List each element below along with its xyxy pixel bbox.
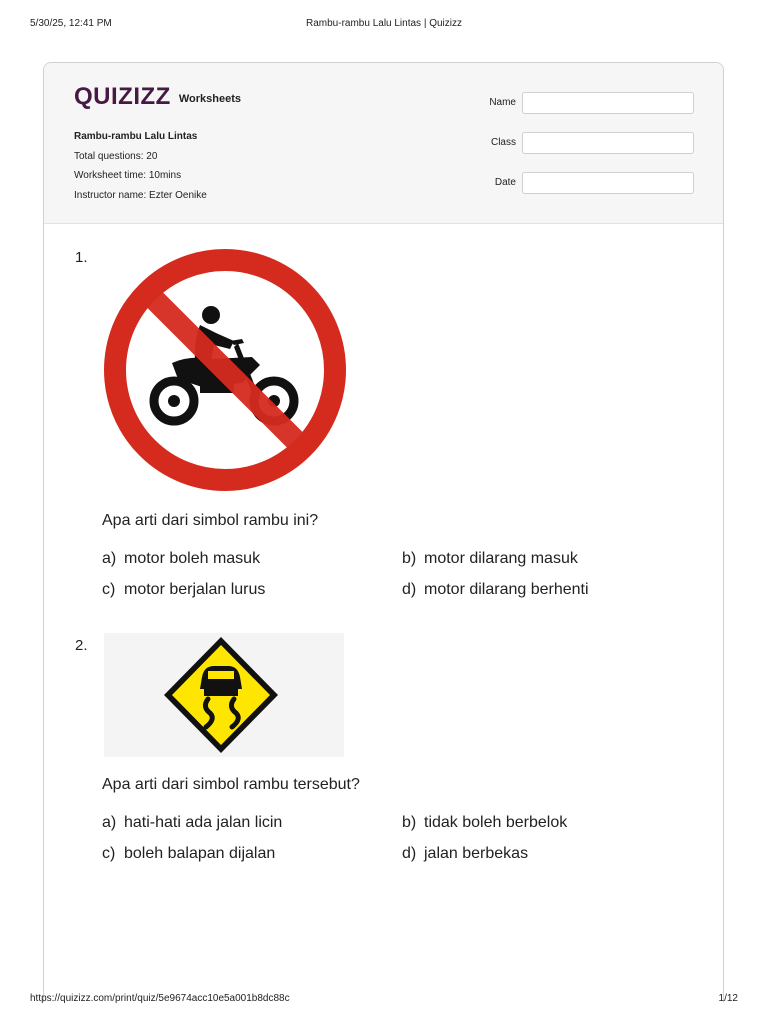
option-b[interactable] bbox=[402, 814, 567, 832]
class-field-row bbox=[474, 132, 696, 156]
option-c[interactable] bbox=[102, 845, 275, 863]
instructor-name: Instructor name: Ezter Oenike bbox=[74, 189, 207, 201]
print-page-number: 1/12 bbox=[718, 993, 738, 1004]
option-d[interactable] bbox=[402, 845, 528, 863]
option-letter: d) bbox=[402, 845, 417, 862]
option-text: motor dilarang masuk bbox=[424, 550, 578, 567]
question-number: 2. bbox=[75, 637, 88, 654]
date-field-row bbox=[474, 172, 696, 196]
print-url: https://quizizz.com/print/quiz/5e9674acc10e5a001b8dc88c bbox=[30, 993, 290, 1004]
date-field[interactable] bbox=[522, 172, 694, 194]
question-number: 1. bbox=[75, 249, 88, 266]
option-text: motor dilarang berhenti bbox=[424, 581, 589, 598]
option-text: hati-hati ada jalan licin bbox=[124, 814, 283, 831]
print-page-title: Rambu-rambu Lalu Lintas | Quizizz bbox=[306, 18, 462, 29]
total-questions: Total questions: 20 bbox=[74, 150, 158, 162]
option-letter: c) bbox=[102, 845, 116, 862]
name-field-row bbox=[474, 92, 696, 116]
no-motorcycle-sign-icon bbox=[102, 245, 348, 495]
print-datetime: 5/30/25, 12:41 PM bbox=[30, 18, 112, 29]
worksheet-card bbox=[43, 62, 724, 1002]
print-footer bbox=[30, 993, 738, 1007]
option-letter: c) bbox=[102, 581, 116, 598]
worksheet-time: Worksheet time: 10mins bbox=[74, 170, 182, 181]
class-label: Class bbox=[490, 137, 516, 148]
option-text: tidak boleh berbelok bbox=[424, 814, 568, 831]
worksheet-title: Rambu-rambu Lalu Lintas bbox=[74, 131, 198, 142]
option-d[interactable] bbox=[402, 581, 589, 599]
option-text: motor boleh masuk bbox=[124, 550, 261, 567]
option-a[interactable] bbox=[102, 550, 260, 568]
slippery-road-sign-icon bbox=[104, 633, 344, 757]
date-label: Date bbox=[494, 177, 516, 188]
option-text: jalan berbekas bbox=[424, 845, 529, 862]
name-label: Name bbox=[489, 97, 516, 108]
print-header bbox=[30, 18, 738, 32]
option-text: boleh balapan dijalan bbox=[124, 845, 276, 862]
name-field[interactable] bbox=[522, 92, 694, 114]
option-letter: b) bbox=[402, 814, 417, 831]
option-letter: b) bbox=[402, 550, 417, 567]
logo-subtitle: Worksheets bbox=[178, 93, 241, 105]
question-text: Apa arti dari simbol rambu ini? bbox=[102, 512, 319, 529]
question-text: Apa arti dari simbol rambu tersebut? bbox=[102, 776, 360, 793]
worksheet-header bbox=[44, 63, 723, 224]
worksheet-meta bbox=[74, 127, 207, 205]
option-letter: d) bbox=[402, 581, 417, 598]
quizizz-logo bbox=[74, 83, 241, 111]
option-letter: a) bbox=[102, 550, 117, 567]
option-a[interactable] bbox=[102, 814, 282, 832]
option-b[interactable] bbox=[402, 550, 578, 568]
class-field[interactable] bbox=[522, 132, 694, 154]
option-text: motor berjalan lurus bbox=[124, 581, 266, 598]
option-letter: a) bbox=[102, 814, 117, 831]
logo-wordmark: QUIZIZZ bbox=[74, 83, 171, 110]
option-c[interactable] bbox=[102, 581, 265, 599]
